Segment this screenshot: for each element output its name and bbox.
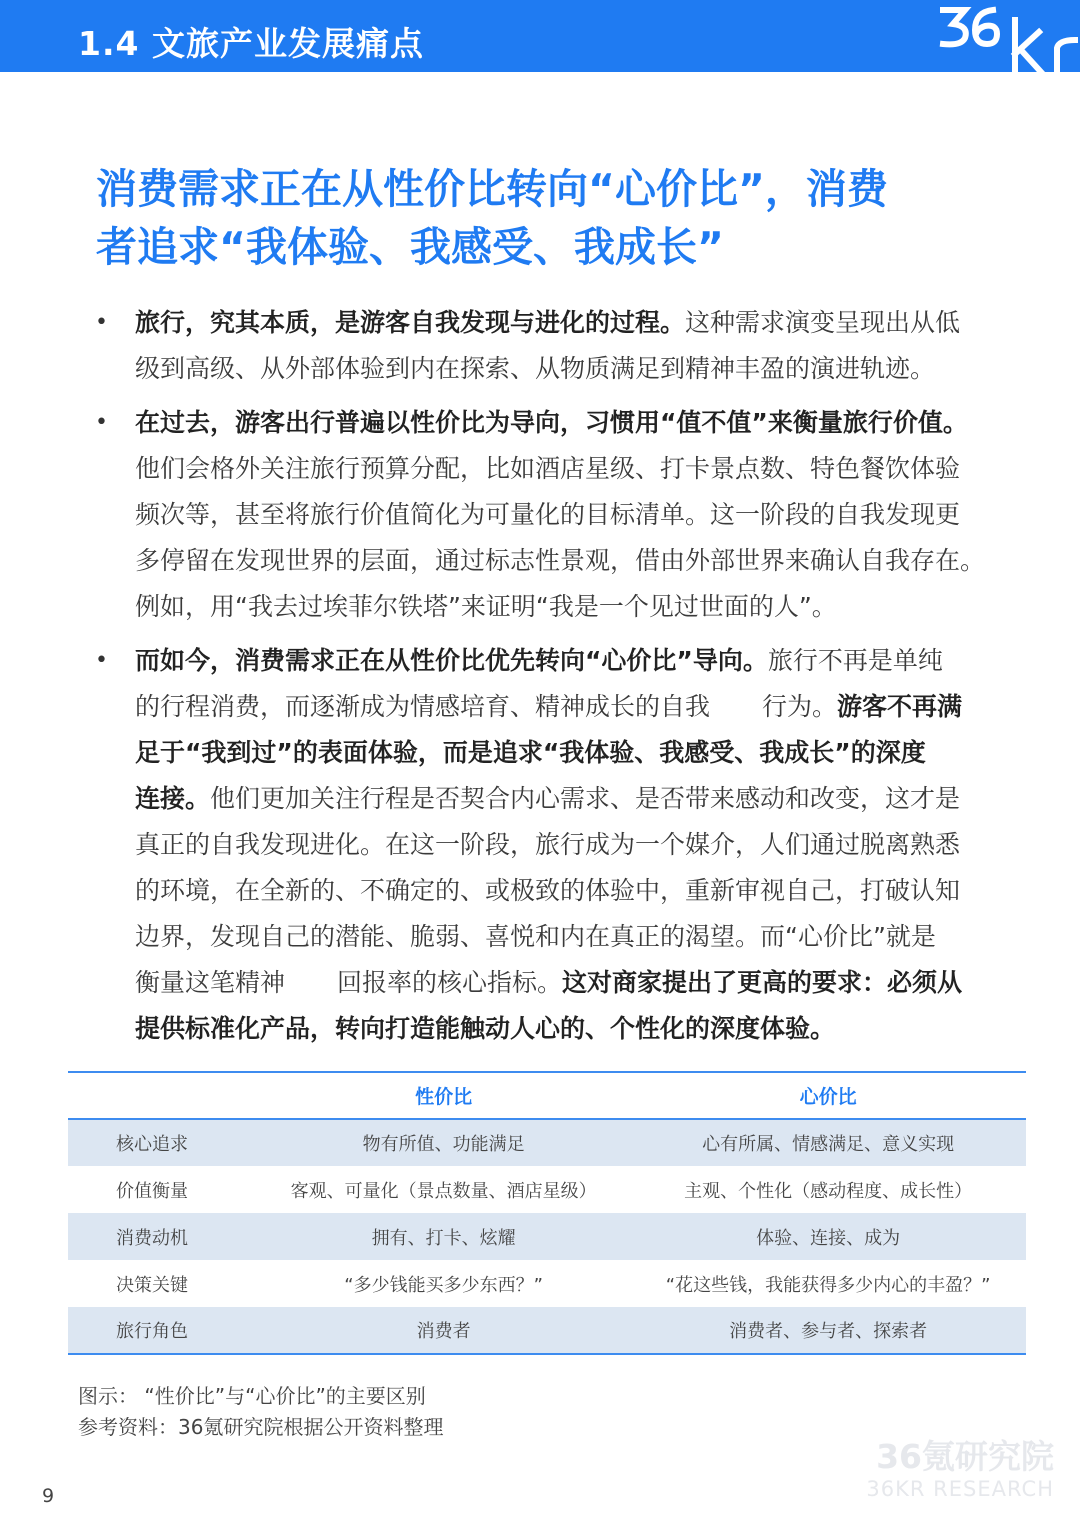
comparison-table [68, 1071, 1026, 1355]
table-cell: 拥有、打卡、炫耀 [371, 1227, 516, 1249]
headline-line-1: 消费需求正在从性价比转向“心价比”，消费 [96, 165, 888, 213]
table-header-xinjiabi: 心价比 [630, 1072, 1026, 1119]
table-cell: 心有所属、情感满足、意义实现 [702, 1134, 955, 1155]
paragraph-line: 的环境，在全新的、不确定的、或极致的体验中，重新审视自己，打破认知 [135, 876, 961, 905]
row-label: 核心追求 [116, 1134, 188, 1155]
watermark-cn: 36氪研究院 [876, 1437, 1054, 1476]
table-row [68, 1119, 1026, 1166]
bullet-item [95, 638, 995, 1052]
paragraph-line: 频次等，甚至将旅行价值简化为可量化的目标清单。这一阶段的自我发现更 [135, 500, 961, 529]
row-label: 决策关键 [116, 1274, 188, 1296]
figure-caption [78, 1381, 443, 1443]
paragraph-line: 多停留在发现世界的层面，通过标志性景观，借由外部世界来确认自我存在。 [135, 546, 986, 575]
table-header-row [68, 1072, 1026, 1119]
table-row [68, 1307, 1026, 1354]
bullet-item [95, 400, 995, 630]
paragraph-line: 在过去，游客出行普遍以性价比为导向，习惯用“值不值”来衡量旅行价值。 [135, 408, 968, 437]
table-cell: “多少钱能买多少东西？” [344, 1274, 543, 1296]
paragraph-line: 边界，发现自己的潜能、脆弱、喜悦和内在真正的渴望。而“心价比”就是 [135, 922, 936, 951]
watermark-en: 36KR RESEARCH [866, 1477, 1054, 1501]
paragraph-line: 他们会格外关注旅行预算分配，比如酒店星级、打卡景点数、特色餐饮体验 [135, 454, 961, 483]
paragraph-line: 的行程消费，而逐渐成为情感培育、精神成长的自我 行为。游客不再满 [135, 692, 963, 721]
paragraph-line: 衡量这笔精神 回报率的核心指标。这对商家提出了更高的要求：必须从 [135, 968, 963, 997]
bullet-dot-icon: • [95, 648, 108, 673]
table-header-xingjiabi: 性价比 [257, 1072, 630, 1119]
36kr-logo [935, 2, 1080, 72]
row-label: 消费动机 [116, 1227, 188, 1249]
bullet-dot-icon: • [95, 310, 108, 335]
figure-title: 图示： “性价比”与“心价比”的主要区别 [78, 1384, 426, 1408]
table-cell: 客观、可量化（景点数量、酒店星级） [290, 1180, 597, 1202]
bullet-item [95, 300, 995, 392]
page-headline [96, 160, 996, 276]
page-number: 9 [42, 1485, 55, 1507]
paragraph-line: 提供标准化产品，转向打造能触动人心的、个性化的深度体验。 [135, 1014, 836, 1043]
header-bar [0, 0, 1080, 72]
table-cell: 主观、个性化（感动程度、成长性） [684, 1180, 973, 1202]
paragraph-line: 而如今，消费需求正在从性价比优先转向“心价比”导向。旅行不再是单纯 [135, 646, 943, 675]
table-header-empty [68, 1072, 257, 1119]
paragraph-line: 例如，用“我去过埃菲尔铁塔”来证明“我是一个见过世面的人”。 [135, 592, 837, 621]
table-cell: 消费者 [257, 1307, 630, 1354]
paragraph-line: 级到高级、从外部体验到内在探索、从物质满足到精神丰盈的演进轨迹。 [135, 354, 936, 383]
bullet-list [95, 300, 995, 1060]
watermark [866, 1438, 1054, 1502]
table-cell: 消费者、参与者、探索者 [630, 1307, 1026, 1354]
paragraph-line: 真正的自我发现进化。在这一阶段，旅行成为一个媒介，人们通过脱离熟悉 [135, 830, 961, 859]
table-row [68, 1213, 1026, 1260]
headline-line-2: 者追求“我体验、我感受、我成长” [96, 223, 724, 271]
paragraph-line: 连接。他们更加关注行程是否契合内心需求、是否带来感动和改变，这才是 [135, 784, 961, 813]
table-cell: 物有所值、功能满足 [362, 1134, 525, 1155]
table-row [68, 1166, 1026, 1213]
paragraph-line: 足于“我到过”的表面体验，而是追求“我体验、我感受、我成长”的深度 [135, 738, 926, 767]
section-title: 1.4 文旅产业发展痛点 [78, 24, 424, 63]
table-cell: “花这些钱，我能获得多少内心的丰盈？” [665, 1274, 991, 1296]
paragraph-line: 旅行，究其本质，是游客自我发现与进化的过程。这种需求演变呈现出从低 [135, 308, 961, 337]
table-cell: 体验、连接、成为 [756, 1227, 901, 1249]
row-label: 价值衡量 [116, 1180, 188, 1202]
figure-source: 参考资料：36氪研究院根据公开资料整理 [78, 1415, 444, 1439]
bullet-dot-icon: • [95, 410, 108, 435]
table-row [68, 1260, 1026, 1307]
row-label: 旅行角色 [68, 1307, 257, 1354]
